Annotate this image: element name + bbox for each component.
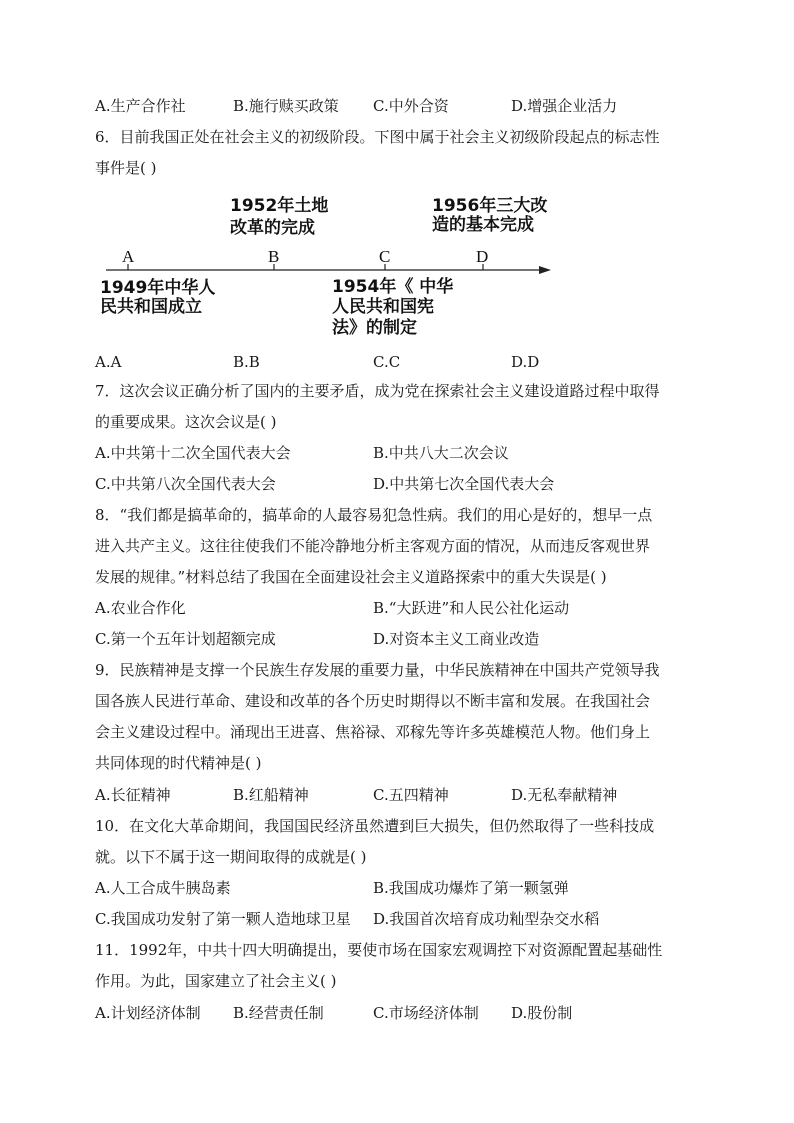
timeline-point-d: D (476, 247, 489, 266)
timeline-label-a-line-2: 民共和国成立 (100, 297, 202, 317)
q5-option-d: D.增强企业活力 (511, 97, 618, 115)
q9-option-b: B.红船精神 (233, 786, 309, 804)
timeline-label-c-line-3: 法》的制定 (332, 318, 417, 338)
q9-stem-line-2: 国各族人民进行革命、建设和改革的各个历史时期得以不断丰富和发展。在我国社会 (95, 692, 651, 710)
q5-option-b: B.施行赎买政策 (233, 97, 339, 115)
q9-stem-line-4: 共同体现的时代精神是( ) (95, 754, 262, 772)
timeline-point-c: C (379, 247, 391, 266)
q10-option-b: B.我国成功爆炸了第一颗氢弹 (373, 879, 569, 897)
timeline-point-a: A (122, 247, 135, 266)
q8-option-b: B.“大跃进”和人民公社化运动 (373, 599, 570, 617)
q7-stem-line-2: 的重要成果。这次会议是( ) (95, 413, 277, 431)
q6-option-c: C.C (373, 353, 401, 371)
q5-option-c: C.中外合资 (373, 97, 449, 115)
q8-option-c: C.第一个五年计划超额完成 (95, 630, 276, 648)
q11-stem-line-2: 作用。为此，国家建立了社会主义( ) (95, 972, 337, 990)
q9-option-a: A.长征精神 (95, 786, 171, 804)
timeline-point-b: B (268, 247, 280, 266)
q10-option-a: A.人工合成牛胰岛素 (95, 879, 231, 897)
timeline-label-d-line-1: 1956年三大改 (432, 196, 548, 216)
q9-option-d: D.无私奉献精神 (511, 786, 618, 804)
timeline-label-c-line-2: 人民共和国宪 (332, 297, 434, 317)
timeline-label-a-line-1: 1949年中华人 (100, 278, 216, 298)
q6-stem-line-2: 事件是( ) (95, 159, 157, 177)
q10-stem-line-1: 10．在文化大革命期间，我国国民经济虽然遭到巨大损失，但仍然取得了一些科技成 (95, 817, 655, 835)
q10-option-c: C.我国成功发射了第一颗人造地球卫星 (95, 910, 351, 928)
timeline-label-b-line-1: 1952年土地 (230, 196, 329, 216)
q11-option-c: C.市场经济体制 (373, 1004, 479, 1022)
timeline-label-c-line-1: 1954年《 中华 (332, 277, 454, 297)
q9-option-c: C.五四精神 (373, 786, 449, 804)
q6-stem-line-1: 6．目前我国正处在社会主义的初级阶段。下图中属于社会主义初级阶段起点的标志性 (95, 128, 660, 146)
q10-option-d: D.我国首次培育成功籼型杂交水稻 (373, 910, 600, 928)
timeline-label-d-line-2: 造的基本完成 (432, 215, 534, 235)
q9-stem-line-3: 会主义建设过程中。涌现出王进喜、焦裕禄、邓稼先等许多英雄模范人物。他们身上 (95, 723, 651, 741)
q7-option-a: A.中共第十二次全国代表大会 (95, 444, 291, 462)
timeline-arrowhead (539, 266, 551, 274)
q11-option-b: B.经营责任制 (233, 1004, 324, 1022)
q5-option-a: A.生产合作社 (95, 97, 186, 115)
q9-stem-line-1: 9．民族精神是支撑一个民族生存发展的重要力量，中华民族精神在中国共产党领导我 (95, 661, 660, 679)
q8-stem-line-1: 8．“我们都是搞革命的，搞革命的人最容易犯急性病。我们的用心是好的，想早一点 (95, 506, 653, 524)
q7-stem-line-1: 7．这次会议正确分析了国内的主要矛盾，成为党在探索社会主义建设道路过程中取得 (95, 382, 660, 400)
q8-option-d: D.对资本主义工商业改造 (373, 630, 540, 648)
timeline-label-b-line-2: 改革的完成 (230, 218, 315, 238)
q11-option-d: D.股份制 (511, 1004, 573, 1022)
q8-stem-line-3: 发展的规律。”材料总结了我国在全面建设社会主义道路探索中的重大失误是( ) (95, 568, 607, 586)
q11-stem-line-1: 11．1992年，中共十四大明确提出，要使市场在国家宏观调控下对资源配置起基础性 (95, 941, 663, 959)
q7-option-c: C.中共第八次全国代表大会 (95, 475, 276, 493)
q7-option-b: B.中共八大二次会议 (373, 444, 509, 462)
q7-option-d: D.中共第七次全国代表大会 (373, 475, 555, 493)
q8-option-a: A.农业合作化 (95, 599, 186, 617)
q11-option-a: A.计划经济体制 (95, 1004, 201, 1022)
q6-option-b: B.B (233, 353, 260, 371)
q6-option-d: D.D (511, 353, 540, 371)
q8-stem-line-2: 进入共产主义。这往往使我们不能冷静地分析主客观方面的情况，从而违反客观世界 (95, 537, 651, 555)
q6-option-a: A.A (95, 353, 122, 371)
q10-stem-line-2: 就。以下不属于这一期间取得的成就是( ) (95, 848, 367, 866)
